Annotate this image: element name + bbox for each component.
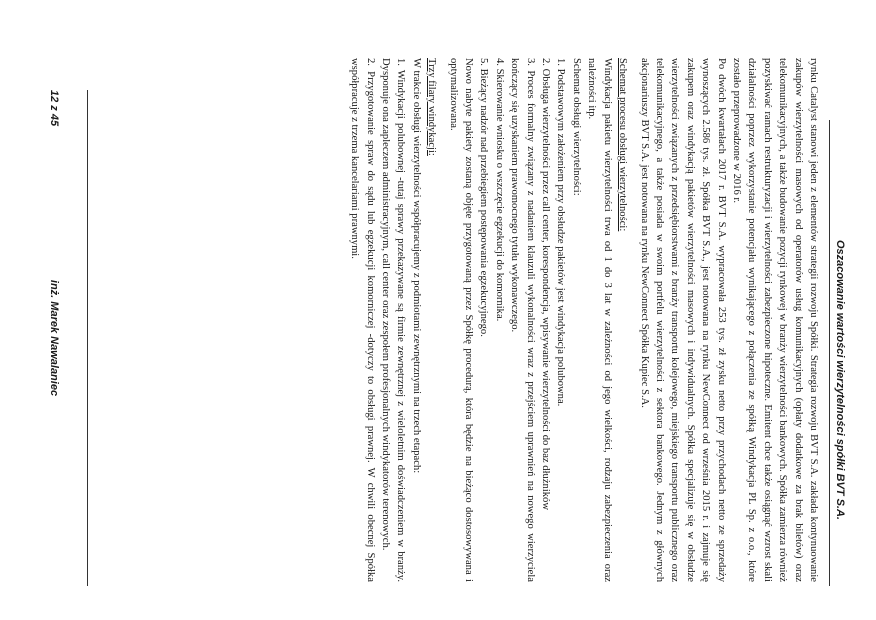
list-item: 2. Przygotowanie spraw do sądu lub egzekucji komorniczej -dotyczy to obsługi prawnej. W chwili obecnej Spółka współpracuje z trzema kancelariami prawnymi. [349,58,376,582]
section-heading-filary: Trzy filary windykacji: [426,58,438,156]
paragraph-financials: Po dwóch kwartałach 2017 r. BVT S.A. wypracowała 253 tys. zł zysku netto przy przychodach netto ze sprzedaży wynoszących 2.586 tys. zł. Spółka BVT S.A., jest notowana na rynku NewConnect od września 2015 r. i zajmuje się zakupem oraz windykacją pakietów wierzytelności masowych i indywidualnych. Spółka specjalizuje się w obsłudze wierzytelności związanych z przedsiębiorstwami z branży transportu kolejowego, miejskiego transportu publicznego oraz telekomunikacyjnego, a także posiada w swoim portfelu wierzytelności z sektora bankowego. Jednym z głównych akcjonariuszy BVT S.A. jest notowana na rynku NewConnect Spółka Kupiec S.A. [638,58,727,582]
page-number: 12 z 45 [48,90,60,127]
list-item: 4. Skierowanie wniosku o wszczęcie egzekucji do komornika. [493,58,505,322]
section-heading-schemat: Schemat procesu obsługi wierzytelności: [617,58,629,232]
filary-intro: W trakcie obsługi wierzytelności współpracujemy z podmiotami zewnętrznymi na trzech etapach: [410,58,422,474]
paragraph-procedure: Nowo nabyte pakiety zostaną objęte przygotowaną przez Spółkę procedurą, która będzie na bieżąco dostosowywana i optymalizowana. [447,58,475,582]
document-body [347,58,821,582]
schemat-intro: Windykacja pakietu wierzytelności trwa od 1 do 3 lat w zależności od jego wielkości, rodzaju zabezpieczenia oraz należności itp. [586,58,613,582]
header-rule [829,120,830,586]
list-item: 3. Proces formalny związany z nadaniem klauzuli wykonalności wraz z przejściem uprawnień na nowego wierzyciela kończący się uzyskaniem prawomocnego tytułu wykonawczego. [509,58,536,582]
list-item: 5. Bieżący nadzór nad przebiegiem postępowania egzekucyjnego. [478,58,490,337]
header-title: Oszacowanie wartości wierzytelności spółki BVT S.A. [834,240,846,520]
list-item: 2. Obsługa wierzytelności przez call center, korespondencja, wpisywanie wierzytelności do baz dłużników [540,58,552,511]
footer-rule [87,90,88,586]
footer-author: inż. Marek Nawalaniec [48,279,60,397]
list-item: 1. Podstawowym założeniem przy obsłudze pakietów jest windykacja polubowna. [555,58,567,407]
schemat-list-title: Schemat obsługi wierzytelności: [570,58,582,196]
paragraph-strategy: rynku Catalyst stanowi jeden z elementów strategii rozwoju Spółki. Strategia rozwoju BVT S.A. zakłada kontynuowanie zakupów wierzytelności masowych od operatorów usług komunikacyjnych (opłaty dodatkowe za brak biletów) oraz telekomunikacyjnych, a także budowanie pozycji rynkowej w branży wierzytelności bankowych. Spółka zamierza również pozyskiwać ramach restrukturyzacji i wierzytelności zabezpieczone hipoteczne. Emitent chce także osiągnąć wzrost skali działalności poprzez wykorzystanie potencjału wynikającego z połączenia ze spółką Windykacja PL Sp. z o.o., które zostało przeprowadzone w 2016 r. [730,58,819,582]
list-item: 1. Windykacji polubownej -tutaj sprawy przekazywane są firmie zewnętrznej z wieloletnim doświadczeniem w branży. Dysponuje ona zapleczem administracyjnym, call center oraz zespołem profesjonalnych windykatorów terenowych. [380,58,407,582]
